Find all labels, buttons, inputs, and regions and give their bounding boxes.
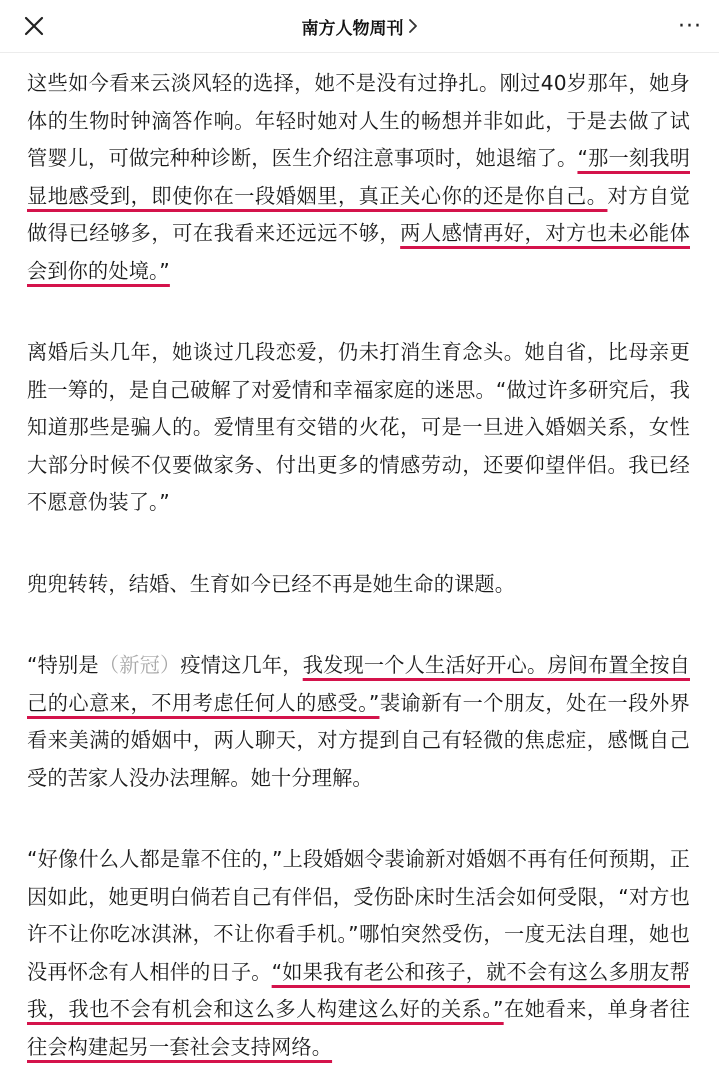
highlighted-quote: 我发现一个人生活好开心。房间布置全按自己的心意来，不用考虑任何人的感受。” [27,653,690,715]
text-span: 兜兜转转，结婚、生育如今已经不再是她生命的课题。 [27,571,516,596]
more-dots-icon: ··· [678,13,702,39]
text-span: 离婚后头几年，她谈过几段恋爱，仍未打消生育念头。她自省，比母亲更胜一筹的，是自己破解了对爱情和幸福家庭的迷思。“做过许多研究后，我知道那些是骗人的。爱情里有交错的火花，可是一旦进入婚姻关系，女性大部分时候不仅要做家务、付出更多的情感劳动，还要仰望伴侣。我已经不愿意伪装了。” [27,340,690,514]
close-button[interactable] [20,12,48,40]
highlighted-quote: “那一刻我明显地感受到，即使你在一段婚姻里，真正关心你的还是你自己。 [27,146,690,208]
top-bar [0,0,719,53]
text-span: “好像什么人都是靠不住的，”上段婚姻令裴谕新对婚姻不再有任何预期，正因如此，她更明白倘若自己有伴侣，受伤卧床时生活会如何受限，“对方也许不让你吃冰淇淋，不让你看手机。”哪怕突然受伤，一度无法自理，她也没再怀念有人相伴的日子。 [27,847,690,984]
account-title-link[interactable] [302,14,418,39]
paragraph-3 [27,566,690,604]
text-span: “特别是 [27,653,99,677]
paragraph-2 [27,334,690,522]
chevron-right-icon [408,19,418,33]
highlighted-quote: 两人感情再好，对方也未必能体会到你的处境。” [27,221,690,283]
highlighted-quote: “如果我有老公和孩子，就不会有这么多朋友帮我，我也不会有机会和这么多人构建这么好的关系。” [27,959,690,1021]
highlighted-quote: 往会构建起另一套社会支持网络。 [27,1034,333,1059]
paragraph-1 [27,65,690,290]
text-span: 对方自觉做得已经够多，可在我看来还远远不够， [27,183,690,245]
text-span: 这些如今看来云淡风轻的选择，她不是没有过挣扎。刚过40岁那年，她身体的生物时钟滴答作响。年轻时她对人生的畅想并非如此，于是去做了试管婴儿，可做完种种诊断，医生介绍注意事项时，她退缩了。 [27,71,690,170]
article-body [0,53,719,1066]
text-span: 疫情这几年， [180,653,303,677]
close-icon [20,12,48,40]
text-span: 在她看来，单身者往 [503,997,690,1021]
text-span: 裴谕新有一个朋友，处在一段外界看来美满的婚姻中，两人聊天，对方提到自己有轻微的焦虑症，感慨自己受的苦家人没办法理解。她十分理解。 [27,690,690,790]
paragraph-4 [27,647,690,797]
more-button[interactable] [675,12,705,40]
paragraph-5 [27,841,690,1066]
muted-note: （新冠） [98,653,181,677]
page-title: 南方人物周刊 [301,18,404,39]
